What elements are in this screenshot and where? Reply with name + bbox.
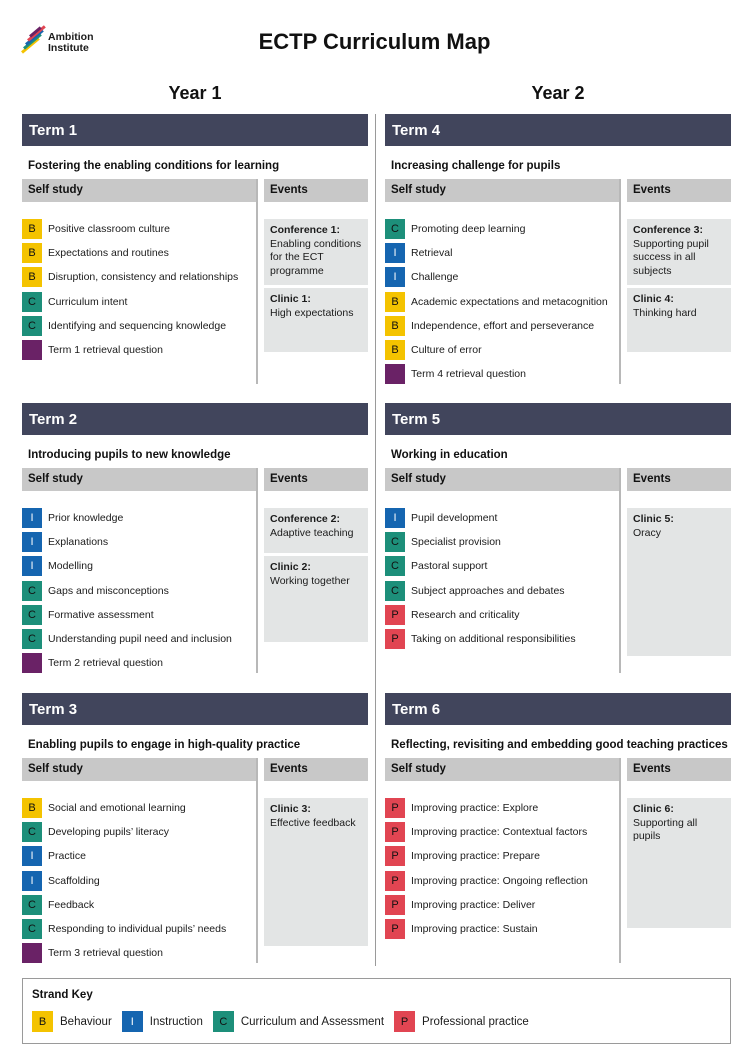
self-study-item	[385, 605, 619, 629]
strand-code: C	[391, 560, 399, 573]
self-study-item	[385, 219, 619, 243]
self-study-item-label: Feedback	[48, 898, 95, 911]
self-study-heading: Self study	[22, 758, 256, 781]
strand-code: P	[391, 874, 399, 887]
strand-badge	[22, 919, 42, 939]
self-study-item-label: Pupil development	[411, 512, 498, 524]
strand-badge	[22, 267, 42, 287]
strand-badge	[22, 605, 42, 625]
self-study-heading: Self study	[385, 179, 619, 202]
strand-key-item	[32, 1011, 112, 1032]
event-name: Clinic 5:	[633, 513, 674, 525]
strand-code: I	[30, 850, 34, 863]
self-study-item	[22, 871, 256, 895]
strand-badge	[385, 798, 405, 818]
strand-badge	[385, 267, 405, 287]
strand-badge	[385, 292, 405, 312]
term-body	[385, 179, 731, 384]
events-list	[627, 491, 731, 656]
term-body	[22, 468, 368, 673]
self-study-item-label: Term 2 retrieval question	[48, 657, 163, 670]
term-block	[385, 693, 731, 963]
self-study-column	[22, 468, 258, 673]
event-name: Conference 1:	[270, 224, 341, 236]
event-topic: High expectations	[270, 306, 354, 319]
strand-code: C	[28, 584, 36, 597]
self-study-item-label: Explanations	[48, 536, 109, 549]
strand-badge	[22, 243, 42, 263]
strand-key	[22, 978, 731, 1044]
event-card	[264, 219, 368, 285]
strand-badge	[394, 1011, 415, 1032]
strand-badge	[385, 581, 405, 601]
self-study-item-label: Culture of error	[411, 343, 482, 356]
self-study-item	[22, 243, 256, 267]
strand-code: C	[391, 584, 399, 597]
events-list	[264, 202, 368, 352]
self-study-item	[385, 532, 619, 556]
self-study-item-label: Developing pupils’ literacy	[48, 826, 170, 839]
strand-code: B	[391, 343, 399, 356]
term-block	[385, 403, 731, 673]
strand-code: B	[28, 223, 36, 235]
self-study-item-label: Research and criticality	[411, 608, 520, 621]
self-study-item	[22, 846, 256, 870]
self-study-item-label: Practice	[48, 850, 86, 863]
strand-badge	[22, 340, 42, 360]
event-name: Clinic 1:	[270, 293, 311, 305]
strand-badge	[385, 822, 405, 842]
self-study-column	[385, 179, 621, 384]
term-title: Term 2	[22, 403, 368, 435]
self-study-item-label: Challenge	[411, 271, 459, 284]
event-card	[264, 288, 368, 352]
events-heading: Events	[627, 468, 731, 491]
self-study-item	[385, 556, 619, 580]
self-study-item-label: Disruption, consistency and relationships	[48, 271, 239, 284]
event-name: Clinic 6:	[633, 803, 674, 815]
self-study-item	[385, 581, 619, 605]
self-study-item-label: Positive classroom culture	[48, 223, 170, 235]
strand-code: I	[393, 512, 397, 524]
strand-code: I	[30, 560, 34, 573]
self-study-item	[385, 364, 619, 388]
event-card	[264, 556, 368, 642]
term-subtitle: Reflecting, revisiting and embedding good teaching practices	[391, 739, 728, 751]
self-study-item	[385, 267, 619, 291]
self-study-heading: Self study	[22, 179, 256, 202]
self-study-item	[385, 243, 619, 267]
term-block	[385, 114, 731, 384]
term-block	[22, 114, 368, 384]
self-study-item	[385, 629, 619, 653]
self-study-item-label: Social and emotional learning	[48, 802, 186, 814]
self-study-heading: Self study	[385, 758, 619, 781]
self-study-item	[385, 292, 619, 316]
self-study-item	[385, 919, 619, 943]
term-subtitle: Working in education	[391, 449, 508, 461]
self-study-item-label: Subject approaches and debates	[411, 584, 565, 597]
logo-line-2: Institute	[48, 42, 89, 54]
strand-key-label: Behaviour	[60, 1015, 112, 1028]
term-body	[385, 468, 731, 673]
self-study-item-label: Improving practice: Sustain	[411, 922, 538, 935]
strand-code: B	[391, 319, 399, 332]
event-topic: Supporting all pupils	[633, 816, 698, 842]
strand-badge	[22, 508, 42, 528]
events-column	[264, 758, 368, 963]
self-study-item-label: Improving practice: Explore	[411, 802, 539, 814]
term-body	[22, 179, 368, 384]
strand-badge	[385, 605, 405, 625]
term-subtitle: Enabling pupils to engage in high-quality practice	[28, 739, 301, 751]
strand-badge	[22, 846, 42, 866]
self-study-list	[385, 781, 619, 943]
self-study-item	[385, 895, 619, 919]
term-body	[385, 758, 731, 963]
self-study-item-label: Specialist provision	[411, 536, 501, 549]
self-study-item	[385, 846, 619, 870]
strand-badge	[385, 871, 405, 891]
strand-code: B	[38, 1015, 47, 1028]
event-topic: Enabling conditions for the ECT programme	[270, 237, 362, 277]
self-study-item	[22, 556, 256, 580]
events-heading: Events	[627, 179, 731, 202]
page-title: ECTP Curriculum Map	[258, 29, 491, 54]
event-card	[264, 508, 368, 553]
self-study-item	[385, 508, 619, 532]
events-list	[627, 202, 731, 352]
strand-code: B	[28, 802, 36, 814]
strand-key-items	[32, 1011, 539, 1032]
events-list	[264, 781, 368, 946]
term-title: Term 4	[385, 114, 731, 146]
self-study-item	[22, 267, 256, 291]
event-name: Clinic 3:	[270, 803, 311, 815]
strand-badge	[22, 316, 42, 336]
self-study-item	[22, 943, 256, 967]
strand-badge	[22, 532, 42, 552]
self-study-item-label: Retrieval	[411, 247, 453, 260]
event-name: Clinic 2:	[270, 561, 311, 573]
self-study-item	[22, 316, 256, 340]
strand-code: I	[393, 271, 397, 284]
self-study-item	[22, 219, 256, 243]
self-study-item	[385, 340, 619, 364]
strand-badge	[122, 1011, 143, 1032]
event-topic: Effective feedback	[270, 816, 356, 829]
strand-code: P	[391, 608, 399, 621]
self-study-column	[22, 179, 258, 384]
strand-badge	[22, 292, 42, 312]
event-topic: Working together	[270, 574, 350, 587]
self-study-item-label: Term 3 retrieval question	[48, 947, 163, 960]
self-study-column	[385, 758, 621, 963]
strand-code: I	[30, 512, 34, 524]
strand-key-item	[213, 1011, 384, 1032]
strand-key-label: Curriculum and Assessment	[240, 1015, 385, 1028]
strand-badge	[385, 532, 405, 552]
strand-code: P	[391, 850, 399, 863]
strand-badge	[22, 895, 42, 915]
strand-badge	[385, 895, 405, 915]
self-study-list	[385, 491, 619, 653]
strand-code: B	[391, 295, 399, 308]
term-title: Term 3	[22, 693, 368, 725]
self-study-list	[385, 202, 619, 388]
strand-code: I	[130, 1015, 134, 1028]
strand-key-item	[394, 1011, 529, 1032]
self-study-item-label: Understanding pupil need and inclusion	[48, 632, 232, 645]
self-study-item-label: Prior knowledge	[48, 512, 124, 524]
events-heading: Events	[264, 758, 368, 781]
self-study-list	[22, 781, 256, 967]
strand-badge	[385, 629, 405, 649]
strand-code: C	[219, 1015, 228, 1028]
term-title: Term 6	[385, 693, 731, 725]
self-study-item-label: Term 1 retrieval question	[48, 343, 163, 356]
self-study-item-label: Improving practice: Deliver	[411, 898, 536, 911]
self-study-column	[22, 758, 258, 963]
self-study-item	[22, 340, 256, 364]
self-study-item-label: Curriculum intent	[48, 295, 128, 308]
strand-code: C	[28, 295, 36, 308]
strand-key-title: Strand Key	[32, 989, 93, 1001]
strand-code: C	[28, 608, 36, 621]
events-column	[627, 758, 731, 963]
events-column	[264, 468, 368, 673]
event-name: Clinic 4:	[633, 293, 674, 305]
strand-code: I	[30, 874, 34, 887]
self-study-list	[22, 491, 256, 677]
year-1-title: Year 1	[168, 83, 222, 103]
strand-key-label: Professional practice	[422, 1015, 529, 1028]
event-card	[264, 798, 368, 946]
strand-code: P	[391, 826, 399, 839]
strand-badge	[32, 1011, 53, 1032]
strand-code: C	[28, 632, 36, 645]
strand-code: P	[391, 632, 399, 645]
self-study-list	[22, 202, 256, 364]
self-study-item	[385, 871, 619, 895]
year-2-title: Year 2	[531, 83, 585, 103]
strand-badge	[385, 316, 405, 336]
self-study-item	[385, 798, 619, 822]
strand-code: C	[391, 223, 399, 235]
self-study-item-label: Responding to individual pupils’ needs	[48, 922, 227, 935]
self-study-item	[385, 822, 619, 846]
event-card	[627, 219, 731, 285]
events-column	[627, 468, 731, 673]
term-block	[22, 403, 368, 673]
self-study-item-label: Term 4 retrieval question	[411, 368, 526, 381]
events-heading: Events	[264, 179, 368, 202]
strand-code: P	[391, 922, 399, 935]
strand-badge	[385, 243, 405, 263]
logo-line-1: Ambition	[48, 31, 94, 43]
strand-key-label: Instruction	[149, 1015, 203, 1028]
self-study-item	[22, 605, 256, 629]
event-topic: Oracy	[633, 526, 662, 539]
strand-code: C	[28, 898, 36, 911]
strand-code: P	[400, 1015, 409, 1028]
self-study-item-label: Improving practice: Contextual factors	[411, 826, 588, 839]
events-heading: Events	[264, 468, 368, 491]
self-study-item	[22, 629, 256, 653]
self-study-item-label: Improving practice: Ongoing reflection	[411, 874, 588, 887]
strand-key-item	[122, 1011, 203, 1032]
self-study-heading: Self study	[385, 468, 619, 491]
self-study-item	[22, 919, 256, 943]
term-title: Term 1	[22, 114, 368, 146]
self-study-item-label: Identifying and sequencing knowledge	[48, 319, 227, 332]
strand-badge	[385, 508, 405, 528]
self-study-item	[22, 798, 256, 822]
self-study-item	[385, 316, 619, 340]
strand-badge	[385, 846, 405, 866]
strand-badge	[22, 556, 42, 576]
strand-code: I	[393, 247, 397, 260]
strand-badge	[22, 822, 42, 842]
strand-badge	[22, 219, 42, 239]
event-card	[627, 798, 731, 928]
strand-badge	[213, 1011, 234, 1032]
self-study-item	[22, 532, 256, 556]
self-study-item-label: Modelling	[48, 560, 93, 573]
self-study-item-label: Formative assessment	[48, 608, 154, 621]
strand-code: P	[391, 802, 399, 814]
event-topic: Thinking hard	[633, 306, 697, 319]
events-heading: Events	[627, 758, 731, 781]
strand-badge	[22, 581, 42, 601]
strand-badge	[385, 919, 405, 939]
self-study-item	[22, 508, 256, 532]
self-study-item-label: Promoting deep learning	[411, 223, 526, 235]
term-subtitle: Fostering the enabling conditions for learning	[28, 160, 280, 172]
self-study-item	[22, 822, 256, 846]
events-column	[627, 179, 731, 384]
event-card	[627, 288, 731, 352]
strand-code: C	[28, 319, 36, 332]
strand-badge	[22, 871, 42, 891]
term-title: Term 5	[385, 403, 731, 435]
strand-badge	[385, 340, 405, 360]
strand-code: I	[30, 536, 34, 549]
strand-badge	[385, 219, 405, 239]
column-divider	[375, 114, 376, 966]
strand-badge	[22, 629, 42, 649]
self-study-item-label: Independence, effort and perseverance	[411, 319, 595, 332]
self-study-item-label: Pastoral support	[411, 560, 488, 573]
events-column	[264, 179, 368, 384]
event-topic: Adaptive teaching	[270, 526, 354, 539]
self-study-item	[22, 581, 256, 605]
term-subtitle: Increasing challenge for pupils	[391, 160, 561, 172]
event-name: Conference 2:	[270, 513, 341, 525]
strand-badge	[22, 653, 42, 673]
strand-badge	[22, 943, 42, 963]
strand-code: B	[28, 271, 36, 284]
event-topic: Supporting pupil success in all subjects	[633, 237, 709, 277]
event-name: Conference 3:	[633, 224, 704, 236]
term-subtitle: Introducing pupils to new knowledge	[28, 449, 231, 461]
strand-badge	[22, 798, 42, 818]
self-study-heading: Self study	[22, 468, 256, 491]
term-block	[22, 693, 368, 963]
events-list	[627, 781, 731, 928]
self-study-item-label: Taking on additional responsibilities	[411, 632, 576, 645]
self-study-column	[385, 468, 621, 673]
self-study-item	[22, 292, 256, 316]
strand-code: C	[28, 922, 36, 935]
strand-code: C	[391, 536, 399, 549]
self-study-item-label: Gaps and misconceptions	[48, 584, 169, 597]
event-card	[627, 508, 731, 656]
self-study-item-label: Scaffolding	[48, 874, 100, 887]
self-study-item-label: Expectations and routines	[48, 247, 169, 260]
strand-code: C	[28, 826, 36, 839]
term-body	[22, 758, 368, 963]
self-study-item-label: Improving practice: Prepare	[411, 850, 540, 863]
strand-code: B	[28, 247, 36, 260]
self-study-item	[22, 895, 256, 919]
strand-badge	[385, 556, 405, 576]
events-list	[264, 491, 368, 642]
self-study-item	[22, 653, 256, 677]
self-study-item-label: Academic expectations and metacognition	[411, 295, 608, 308]
strand-code: P	[391, 898, 399, 911]
strand-badge	[385, 364, 405, 384]
